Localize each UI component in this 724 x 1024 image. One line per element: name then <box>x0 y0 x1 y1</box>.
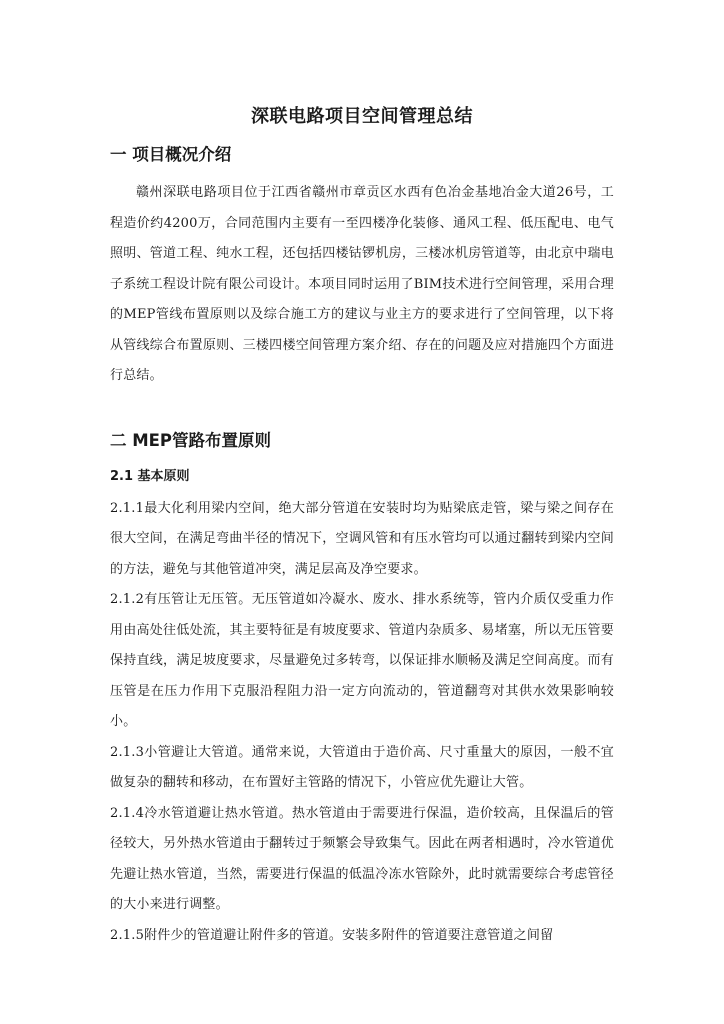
document-title: 深联电路项目空间管理总结 <box>251 106 473 127</box>
principle-item-2-1-3: 2.1.3小管避让大管道。通常来说，大管道由于造价高、尺寸重量大的原因，一般不宜做复杂的翻转和移动，在布置好主管路的情况下，小管应优先避让大管。 <box>110 744 614 790</box>
overview-paragraph: 赣州深联电路项目位于江西省赣州市章贡区水西有色冶金基地冶金大道26号，工程造价约4200万，合同范围内主要有一至四楼净化装修、通风工程、低压配电、电气照明、管道工程、纯水工程，还包括四楼钴锣机房，三楼冰机房管道等，由北京中瑞电子系统工程设计院有限公司设计。本项目同时运用了BIM技术进行空间管理，采用合理的MEP管线布置原则以及综合施工方的建议与业主方的要求进行了空间管理，以下将从管线综合布置原则、三楼四楼空间管理方案介绍、存在的问题及应对措施四个方面进行总结。 <box>110 185 614 383</box>
section-heading-mep-principles: 二 MEP管路布置原则 <box>110 430 272 450</box>
principle-item-2-1-2: 2.1.2有压管让无压管。无压管道如冷凝水、废水、排水系统等，管内介质仅受重力作用由高处往低处流，其主要特征是有坡度要求、管道内杂质多、易堵塞，所以无压管要保持直线，满足坡度要求，尽量避免过多转弯，以保证排水顺畅及满足空间高度。而有压管是在压力作用下克服沿程阻力沿一定方向流动的，管道翻弯对其供水效果影响较小。 <box>110 592 614 729</box>
subsection-heading-basic-principles: 2.1 基本原则 <box>110 468 190 484</box>
principle-item-2-1-4: 2.1.4冷水管道避让热水管道。热水管道由于需要进行保温，造价较高，且保温后的管径较大，另外热水管道由于翻转过于频繁会导致集气。因此在两者相遇时，冷水管道优先避让热水管道，当然，需要进行保温的低温冷冻水管除外，此时就需要综合考虑管径的大小来进行调整。 <box>110 805 614 912</box>
principle-item-2-1-1: 2.1.1最大化利用梁内空间，绝大部分管道在安装时均为贴梁底走管，梁与梁之间存在很大空间，在满足弯曲半径的情况下，空调风管和有压水管均可以通过翻转到梁内空间的方法，避免与其他管道冲突，满足层高及净空要求。 <box>110 500 614 577</box>
section-heading-overview: 一 项目概况介绍 <box>110 145 232 164</box>
principle-item-2-1-5: 2.1.5附件少的管道避让附件多的管道。安装多附件的管道要注意管道之间留 <box>110 927 554 943</box>
document-body <box>110 100 614 951</box>
